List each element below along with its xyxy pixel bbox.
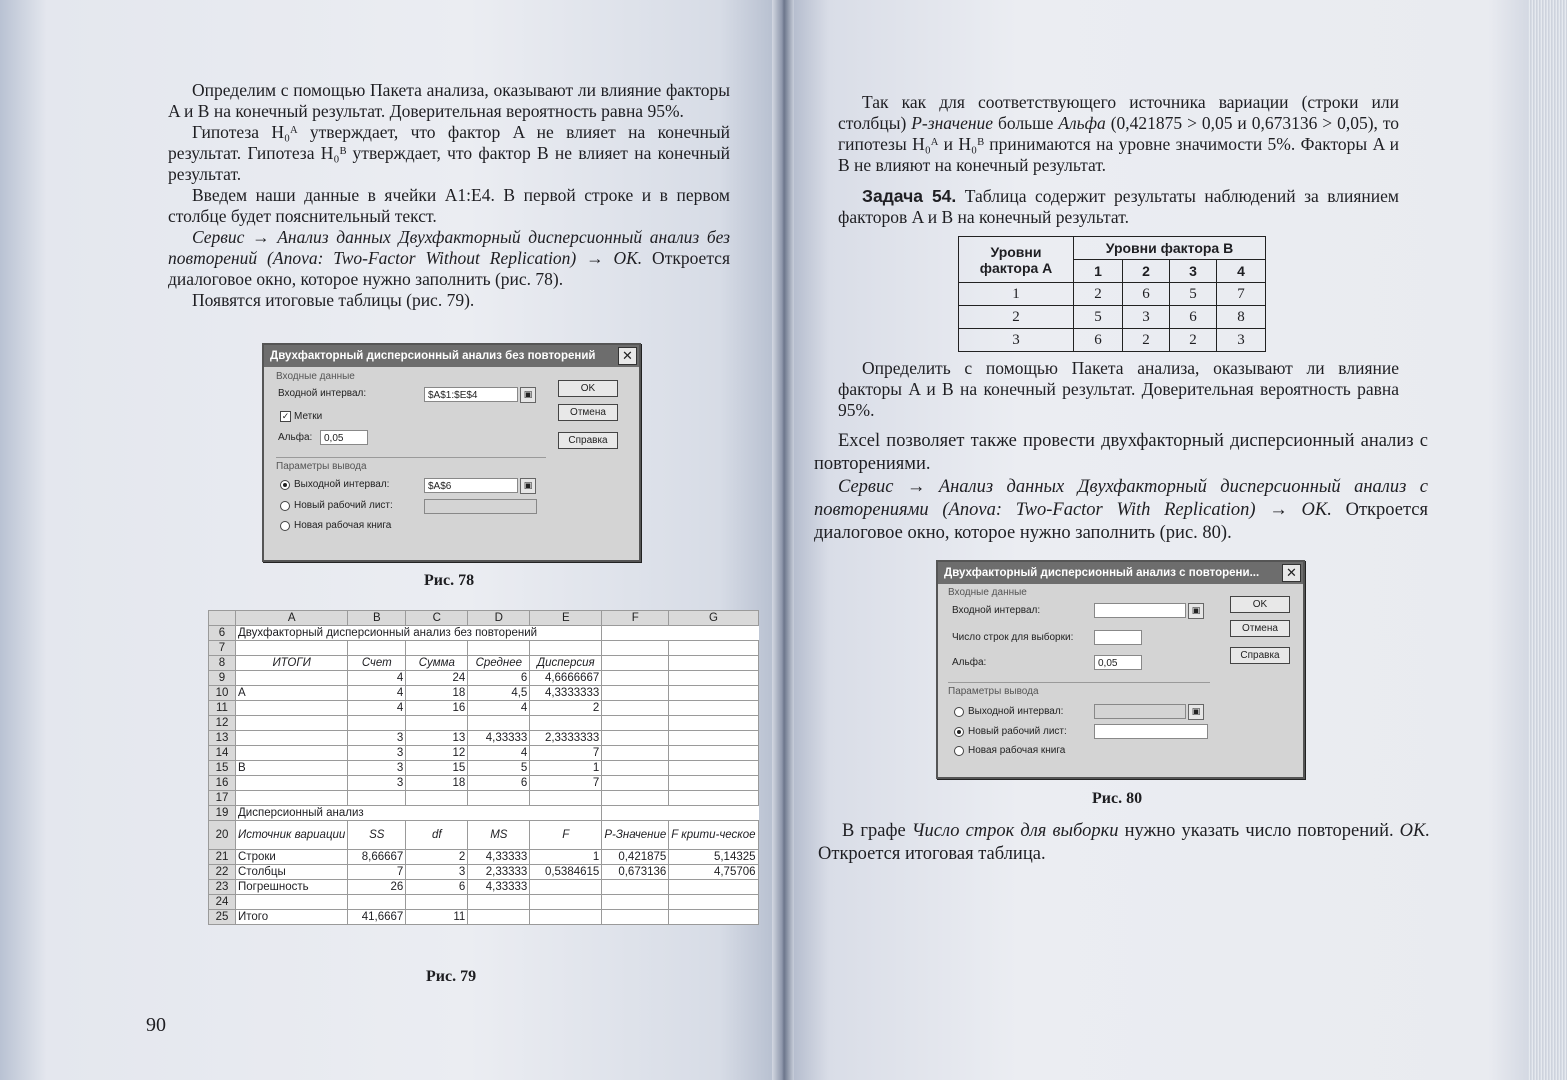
range-select-icon[interactable]: ▣ xyxy=(520,478,536,494)
cell[interactable] xyxy=(669,716,758,731)
range-select-icon[interactable]: ▣ xyxy=(1188,603,1204,619)
new-book-label: Новая рабочая книга xyxy=(294,520,392,531)
task-54-table xyxy=(958,236,1266,352)
cell[interactable]: 16 xyxy=(406,701,468,716)
cell[interactable]: 5,14325 xyxy=(669,850,758,865)
right-text-block-3 xyxy=(814,430,1428,545)
alpha-label: Альфа: xyxy=(952,657,987,668)
cell[interactable]: Столбцы xyxy=(236,865,348,880)
input-group-label: Входные данные xyxy=(948,587,1027,598)
labels-checkbox[interactable]: ✓ xyxy=(281,411,290,421)
row-header: 7 xyxy=(209,641,236,656)
row-header: 11 xyxy=(209,701,236,716)
cell[interactable]: ИТОГИ xyxy=(236,656,348,671)
cell[interactable]: 4,33333 xyxy=(468,880,530,895)
dialog-anova-with-replication xyxy=(936,560,1305,779)
cell[interactable]: 7 xyxy=(348,865,406,880)
cell[interactable]: Двухфакторный дисперсионный анализ без повторений xyxy=(236,626,602,641)
cell[interactable] xyxy=(530,641,602,656)
column-header[interactable]: C xyxy=(406,611,468,626)
cell[interactable]: 7 xyxy=(530,746,602,761)
cell[interactable] xyxy=(236,776,348,791)
input-range-field[interactable]: $A$1:$E$4 xyxy=(424,387,518,402)
cell[interactable]: 18 xyxy=(406,686,468,701)
cell[interactable]: Среднее xyxy=(468,656,530,671)
cell[interactable]: 0,673136 xyxy=(602,865,669,880)
left-para-3: Введем наши данные в ячейки A1:E4. В первой строке и в первом столбце будет пояснительный текст. xyxy=(168,185,730,226)
cell[interactable] xyxy=(406,641,468,656)
row-header: 13 xyxy=(209,731,236,746)
cell[interactable] xyxy=(236,746,348,761)
cell[interactable]: 2 xyxy=(406,850,468,865)
alpha-field[interactable]: 0,05 xyxy=(320,430,368,445)
cell[interactable] xyxy=(602,701,669,716)
cell[interactable] xyxy=(669,656,758,671)
cell[interactable] xyxy=(669,686,758,701)
cell[interactable]: 1 xyxy=(530,761,602,776)
right-text-block-2 xyxy=(838,358,1399,421)
new-sheet-field[interactable] xyxy=(424,499,537,514)
cell[interactable] xyxy=(236,701,348,716)
table-row: 1 2 6 5 7 xyxy=(959,283,1266,306)
cell[interactable]: 6 xyxy=(406,880,468,895)
table-row xyxy=(209,701,759,716)
header-factor-a: Уровни фактора A xyxy=(959,237,1074,283)
row-header: 6 xyxy=(209,626,236,641)
row-header: 25 xyxy=(209,910,236,925)
row-header: 9 xyxy=(209,671,236,686)
right-text-block-1 xyxy=(838,92,1399,228)
right-para-1: Так как для соответствующего источника вариации (строки или столбцы) P-значение больше Альфа (0,421875 > 0,05 и 0,673136 > 0,05), то гипотезы H₀ᴬ и H₀ᴮ принимаются на уровне значимости 5%. Факторы A и B не влияют на конечный результат. xyxy=(838,92,1399,175)
table-row xyxy=(209,716,759,731)
cell[interactable]: Погрешность xyxy=(236,880,348,895)
left-text-block xyxy=(168,80,730,311)
right-para-6: В графе Число строк для выборки нужно указать число повторений. OK. Откроется итоговая таблица. xyxy=(818,821,1430,864)
left-para-5: Появятся итоговые таблицы (рис. 79). xyxy=(192,290,475,310)
table-row xyxy=(209,641,759,656)
cell[interactable]: 2,3333333 xyxy=(530,731,602,746)
column-header[interactable]: D xyxy=(468,611,530,626)
cell[interactable] xyxy=(602,895,669,910)
cell[interactable]: 4,33333 xyxy=(468,850,530,865)
cell[interactable]: Сумма xyxy=(406,656,468,671)
table-row xyxy=(209,880,759,895)
cell[interactable]: MS xyxy=(468,821,530,850)
excel-result-sheet xyxy=(208,610,759,925)
cell[interactable]: 4 xyxy=(468,701,530,716)
cell[interactable]: 24 xyxy=(406,671,468,686)
cell[interactable] xyxy=(669,910,758,925)
column-header[interactable]: G xyxy=(669,611,758,626)
cell[interactable]: 3 xyxy=(348,761,406,776)
cell[interactable] xyxy=(669,776,758,791)
cancel-button[interactable]: Отмена xyxy=(558,404,618,421)
cell[interactable] xyxy=(236,791,348,806)
dialog-anova-without-replication xyxy=(262,343,641,562)
rows-per-sample-field[interactable] xyxy=(1094,630,1142,645)
table-row xyxy=(209,626,759,641)
column-header[interactable] xyxy=(209,611,236,626)
cell[interactable]: 26 xyxy=(348,880,406,895)
right-text-block-4 xyxy=(818,820,1430,866)
ok-button[interactable]: OK xyxy=(1230,596,1290,613)
cell[interactable] xyxy=(602,686,669,701)
cell[interactable]: 2,33333 xyxy=(468,865,530,880)
table-row xyxy=(209,776,759,791)
cell[interactable]: 12 xyxy=(406,746,468,761)
cell[interactable]: SS xyxy=(348,821,406,850)
cell[interactable] xyxy=(602,776,669,791)
table-row xyxy=(209,821,759,850)
cell[interactable] xyxy=(602,731,669,746)
cell[interactable]: 18 xyxy=(406,776,468,791)
book-spine xyxy=(772,0,794,1080)
table-row xyxy=(209,761,759,776)
left-para-1: Определим с помощью Пакета анализа, оказывают ли влияние факторы A и B на конечный результат. Доверительная вероятность равна 95%. xyxy=(168,80,730,121)
cell[interactable]: 4,75706 xyxy=(669,865,758,880)
cell[interactable]: 6 xyxy=(468,776,530,791)
rows-per-sample-label: Число строк для выборки: xyxy=(952,632,1074,643)
cell[interactable]: 15 xyxy=(406,761,468,776)
alpha-field[interactable]: 0,05 xyxy=(1094,655,1142,670)
cell[interactable] xyxy=(530,895,602,910)
output-range-field[interactable]: $A$6 xyxy=(424,478,518,493)
new-book-radio[interactable] xyxy=(280,521,290,531)
column-header[interactable]: E xyxy=(530,611,602,626)
close-icon[interactable]: ✕ xyxy=(618,347,637,365)
cell[interactable] xyxy=(468,910,530,925)
cell[interactable]: P-Значение xyxy=(602,821,669,850)
row-header: 14 xyxy=(209,746,236,761)
new-sheet-radio[interactable] xyxy=(954,727,964,737)
separator xyxy=(276,457,546,458)
output-range-radio[interactable] xyxy=(954,707,964,717)
cell[interactable] xyxy=(602,716,669,731)
cell[interactable] xyxy=(669,746,758,761)
cell[interactable]: 4,5 xyxy=(468,686,530,701)
cell[interactable] xyxy=(602,880,669,895)
task-54: Задача 54. Таблица содержит результаты наблюдений за влиянием факторов A и B на конечный результат. xyxy=(838,186,1399,227)
row-header: 12 xyxy=(209,716,236,731)
cell[interactable] xyxy=(468,895,530,910)
cell[interactable]: 8,66667 xyxy=(348,850,406,865)
row-header: 8 xyxy=(209,656,236,671)
separator xyxy=(948,682,1210,683)
cell[interactable] xyxy=(669,880,758,895)
left-para-4: Сервис → Анализ данных Двухфакторный дисперсионный анализ без повторений (Anova: Two-Factor Without Replication) → OK. Откроется диалоговое окно, которое нужно заполнить (рис. 78). xyxy=(168,227,730,289)
help-button[interactable]: Справка xyxy=(558,432,618,449)
cell[interactable]: 5 xyxy=(468,761,530,776)
b-level: 3 xyxy=(1170,260,1217,283)
cell[interactable]: F xyxy=(530,821,602,850)
b-level: 4 xyxy=(1217,260,1266,283)
input-range-label: Входной интервал: xyxy=(952,605,1041,616)
column-header[interactable]: A xyxy=(236,611,348,626)
cell[interactable]: Дисперсионный анализ xyxy=(236,806,602,821)
figure-79-caption: Рис. 79 xyxy=(426,968,477,985)
help-button[interactable]: Справка xyxy=(1230,647,1290,664)
row-header: 17 xyxy=(209,791,236,806)
cancel-button[interactable]: Отмена xyxy=(1230,620,1290,637)
cell[interactable]: 0,421875 xyxy=(602,850,669,865)
header-factor-b: Уровни фактора B xyxy=(1074,237,1266,260)
cell[interactable]: 41,6667 xyxy=(348,910,406,925)
cell[interactable]: 3 xyxy=(348,776,406,791)
row-header: 22 xyxy=(209,865,236,880)
b-level: 2 xyxy=(1123,260,1170,283)
output-range-field[interactable] xyxy=(1094,704,1186,719)
cell[interactable]: 13 xyxy=(406,731,468,746)
alpha-label: Альфа: xyxy=(278,432,313,443)
row-header: 10 xyxy=(209,686,236,701)
page-edges xyxy=(1528,0,1567,1080)
cell[interactable]: 3 xyxy=(348,746,406,761)
left-para-2: Гипотеза H₀ᴬ утверждает, что фактор A не влияет на конечный результат. Гипотеза H₀ᴮ утверждает, что фактор B не влияет на конечный результат. xyxy=(168,122,730,184)
column-header[interactable]: F xyxy=(602,611,669,626)
cell[interactable]: Счет xyxy=(348,656,406,671)
cell[interactable]: 4,6666667 xyxy=(530,671,602,686)
row-header: 20 xyxy=(209,821,236,850)
cell[interactable]: F крити-ческое xyxy=(669,821,758,850)
cell[interactable] xyxy=(468,641,530,656)
table-row xyxy=(209,865,759,880)
cell[interactable] xyxy=(236,641,348,656)
range-select-icon[interactable]: ▣ xyxy=(520,387,536,403)
page-number: 90 xyxy=(146,1014,166,1036)
cell[interactable] xyxy=(468,716,530,731)
input-range-field[interactable] xyxy=(1094,603,1186,618)
table-row xyxy=(209,895,759,910)
cell[interactable]: 0,5384615 xyxy=(530,865,602,880)
cell[interactable] xyxy=(530,716,602,731)
figure-78-caption: Рис. 78 xyxy=(424,572,475,589)
cell[interactable] xyxy=(602,746,669,761)
labels-label: Метки xyxy=(294,411,323,422)
row-header: 21 xyxy=(209,850,236,865)
cell[interactable]: df xyxy=(406,821,468,850)
cell[interactable] xyxy=(236,895,348,910)
cell[interactable]: 3 xyxy=(348,731,406,746)
cell[interactable] xyxy=(530,791,602,806)
dialog-title: Двухфакторный дисперсионный анализ с повторени... ✕ xyxy=(938,562,1303,584)
cell[interactable]: 3 xyxy=(406,865,468,880)
table-row: 3 6 2 2 3 xyxy=(959,329,1266,352)
b-level: 1 xyxy=(1074,260,1123,283)
table-row xyxy=(209,791,759,806)
row-header: 16 xyxy=(209,776,236,791)
column-header-row xyxy=(209,611,759,626)
cell[interactable]: B xyxy=(236,761,348,776)
cell[interactable] xyxy=(602,761,669,776)
output-group-label: Параметры вывода xyxy=(276,461,367,472)
cell[interactable] xyxy=(468,791,530,806)
new-sheet-label: Новый рабочий лист: xyxy=(968,726,1067,737)
new-sheet-radio[interactable] xyxy=(280,501,290,511)
cell[interactable] xyxy=(348,791,406,806)
menu-path: Сервис → Анализ данных Двухфакторный дисперсионный анализ с повторениями (Anova: Two-Factor With Replication) → OK. xyxy=(814,477,1428,520)
cell[interactable] xyxy=(348,716,406,731)
cell[interactable]: 11 xyxy=(406,910,468,925)
right-para-3: Определить с помощью Пакета анализа, оказывают ли влияние факторы A и B на конечный результат. Доверительная вероятность равна 95%. xyxy=(838,358,1399,420)
output-range-label: Выходной интервал: xyxy=(294,479,390,490)
table-row xyxy=(209,850,759,865)
table-row xyxy=(209,656,759,671)
cell[interactable]: 2 xyxy=(530,701,602,716)
task-label: Задача 54. xyxy=(862,186,957,206)
right-para-5: Сервис → Анализ данных Двухфакторный дисперсионный анализ с повторениями (Anova: Two-Factor With Replication) → OK. Откроется диалоговое окно, которое нужно заполнить (рис. 80). xyxy=(814,477,1428,543)
cell[interactable] xyxy=(530,910,602,925)
cell[interactable]: 4 xyxy=(348,686,406,701)
cell[interactable] xyxy=(406,716,468,731)
cell[interactable] xyxy=(236,671,348,686)
new-sheet-field[interactable] xyxy=(1094,724,1208,739)
table-row xyxy=(209,731,759,746)
cell[interactable] xyxy=(236,731,348,746)
cell[interactable] xyxy=(348,641,406,656)
cell[interactable] xyxy=(602,641,669,656)
cell[interactable]: 4,33333 xyxy=(468,731,530,746)
input-range-label: Входной интервал: xyxy=(278,388,367,399)
cell[interactable] xyxy=(602,791,669,806)
cell[interactable] xyxy=(669,791,758,806)
new-sheet-label: Новый рабочий лист: xyxy=(294,500,393,511)
table-row xyxy=(209,910,759,925)
cell[interactable]: Строки xyxy=(236,850,348,865)
row-header: 19 xyxy=(209,806,236,821)
cell[interactable]: 1 xyxy=(530,850,602,865)
table-row xyxy=(209,686,759,701)
cell[interactable] xyxy=(669,895,758,910)
right-para-4: Excel позволяет также провести двухфакторный дисперсионный анализ с повторениями. xyxy=(814,431,1428,474)
table-row xyxy=(209,746,759,761)
row-header: 24 xyxy=(209,895,236,910)
cell[interactable] xyxy=(406,895,468,910)
range-select-icon[interactable]: ▣ xyxy=(1188,704,1204,720)
column-header[interactable]: B xyxy=(348,611,406,626)
output-range-label: Выходной интервал: xyxy=(968,706,1064,717)
input-group-label: Входные данные xyxy=(276,371,355,382)
cell[interactable] xyxy=(669,671,758,686)
cell[interactable] xyxy=(602,671,669,686)
cell[interactable] xyxy=(669,731,758,746)
row-header: 23 xyxy=(209,880,236,895)
cell[interactable]: 4 xyxy=(468,746,530,761)
new-book-label: Новая рабочая книга xyxy=(968,745,1066,756)
output-group-label: Параметры вывода xyxy=(948,686,1039,697)
cell[interactable]: Итого xyxy=(236,910,348,925)
ok-button[interactable]: OK xyxy=(558,380,618,397)
cell[interactable]: 4 xyxy=(348,701,406,716)
table-row xyxy=(209,671,759,686)
cell[interactable] xyxy=(236,716,348,731)
menu-path: Сервис → Анализ данных Двухфакторный дисперсионный анализ без повторений (Anova: Two-Factor Without Replication) → OK. xyxy=(168,227,730,268)
cell[interactable] xyxy=(669,761,758,776)
figure-80-caption: Рис. 80 xyxy=(1092,790,1143,807)
cell[interactable]: Источник вариации xyxy=(236,821,348,850)
output-range-radio[interactable] xyxy=(280,480,290,490)
cell[interactable]: 7 xyxy=(530,776,602,791)
cell[interactable]: 6 xyxy=(468,671,530,686)
row-header: 15 xyxy=(209,761,236,776)
cell[interactable] xyxy=(602,910,669,925)
cell[interactable] xyxy=(669,641,758,656)
cell[interactable]: 4 xyxy=(348,671,406,686)
close-icon[interactable]: ✕ xyxy=(1282,564,1301,582)
cell[interactable]: 4,3333333 xyxy=(530,686,602,701)
cell[interactable] xyxy=(406,791,468,806)
cell[interactable] xyxy=(669,701,758,716)
table-row: 2 5 3 6 8 xyxy=(959,306,1266,329)
table-row xyxy=(209,806,759,821)
new-book-radio[interactable] xyxy=(954,746,964,756)
cell[interactable] xyxy=(348,895,406,910)
cell[interactable]: Дисперсия xyxy=(530,656,602,671)
cell[interactable] xyxy=(530,880,602,895)
cell[interactable] xyxy=(602,656,669,671)
dialog-title: Двухфакторный дисперсионный анализ без повторений ✕ xyxy=(264,345,639,367)
cell[interactable]: A xyxy=(236,686,348,701)
